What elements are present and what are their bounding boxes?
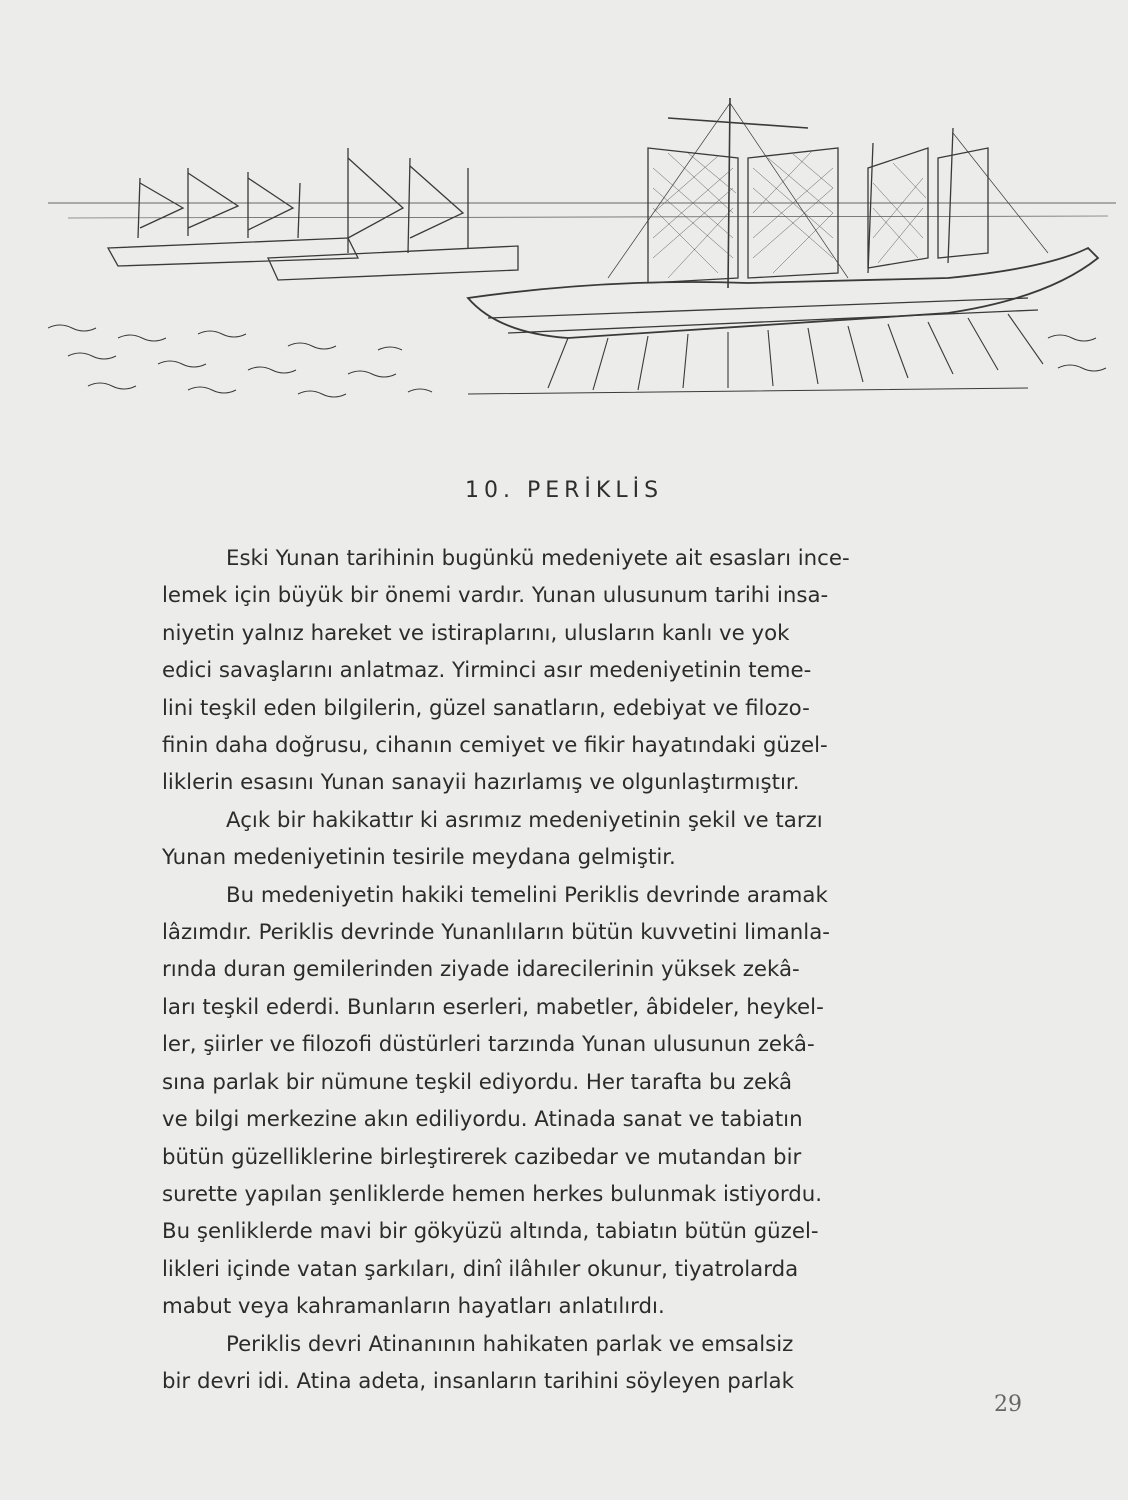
text-line: Bu şenliklerde mavi bir gökyüzü altında, tabiatın bütün güzel-: [162, 1219, 819, 1245]
text-line: Bu medeniyetin hakiki temelini Periklis devrinde aramak: [226, 882, 828, 908]
text-line: lâzımdır. Periklis devrinde Yunanlıların bütün kuvvetini limanla-: [162, 920, 830, 946]
paragraph: [162, 540, 1032, 802]
text-line: bütün güzelliklerine birleştirerek cazibedar ve mutandan bir: [162, 1144, 802, 1170]
paragraph: [162, 802, 1032, 877]
text-line: lini teşkil eden bilgilerin, güzel sanatların, edebiyat ve filozo-: [162, 695, 810, 721]
text-line: Yunan medeniyetinin tesirile meydana gelmiştir.: [162, 845, 676, 871]
text-line: ları teşkil ederdi. Bunların eserleri, mabetler, âbideler, heykel-: [162, 994, 824, 1020]
paragraph: [162, 877, 1032, 1326]
text-line: ve bilgi merkezine akın ediliyordu. Atinada sanat ve tabiatın: [162, 1107, 803, 1133]
body-text: [162, 540, 1032, 1400]
text-line: sına parlak bir nümune teşkil ediyordu. Her tarafta bu zekâ: [162, 1069, 793, 1095]
chapter-title: 10. PERİKLİS: [464, 478, 664, 503]
text-line: Açık bir hakikattır ki asrımız medeniyetinin şekil ve tarzı: [226, 807, 823, 833]
greek-trireme-ships-illustration: [48, 88, 1116, 406]
text-line: liklerin esasını Yunan sanayii hazırlamış ve olgunlaştırmıştır.: [162, 770, 800, 796]
text-line: edici savaşlarını anlatmaz. Yirminci asır medeniyetinin teme-: [162, 658, 812, 684]
text-line: Periklis devri Atinanının hahikaten parlak ve emsalsiz: [226, 1331, 794, 1357]
text-line: ler, şiirler ve filozofi düstürleri tarzında Yunan ulusunun zekâ-: [162, 1032, 815, 1058]
text-line: finin daha doğrusu, cihanın cemiyet ve fikir hayatındaki güzel-: [162, 733, 828, 759]
text-line: likleri içinde vatan şarkıları, dinî ilâhıler okunur, tiyatrolarda: [162, 1256, 799, 1282]
text-line: mabut veya kahramanların hayatları anlatılırdı.: [162, 1294, 665, 1320]
text-line: lemek için büyük bir önemi vardır. Yunan ulusunum tarihi insa-: [162, 583, 829, 609]
paragraph: [162, 1326, 1032, 1401]
text-line: surette yapılan şenliklerde hemen herkes bulunmak istiyordu.: [162, 1181, 823, 1207]
text-line: rında duran gemilerinden ziyade idarecilerinin yüksek zekâ-: [162, 957, 800, 983]
page-number: 29: [994, 1392, 1022, 1417]
text-line: Eski Yunan tarihinin bugünkü medeniyete ait esasları ince-: [226, 546, 850, 571]
text-line: niyetin yalnız hareket ve istiraplarını, ulusların kanlı ve yok: [162, 620, 790, 646]
text-line: bir devri idi. Atina adeta, insanların tarihini söyleyen parlak: [162, 1368, 794, 1394]
